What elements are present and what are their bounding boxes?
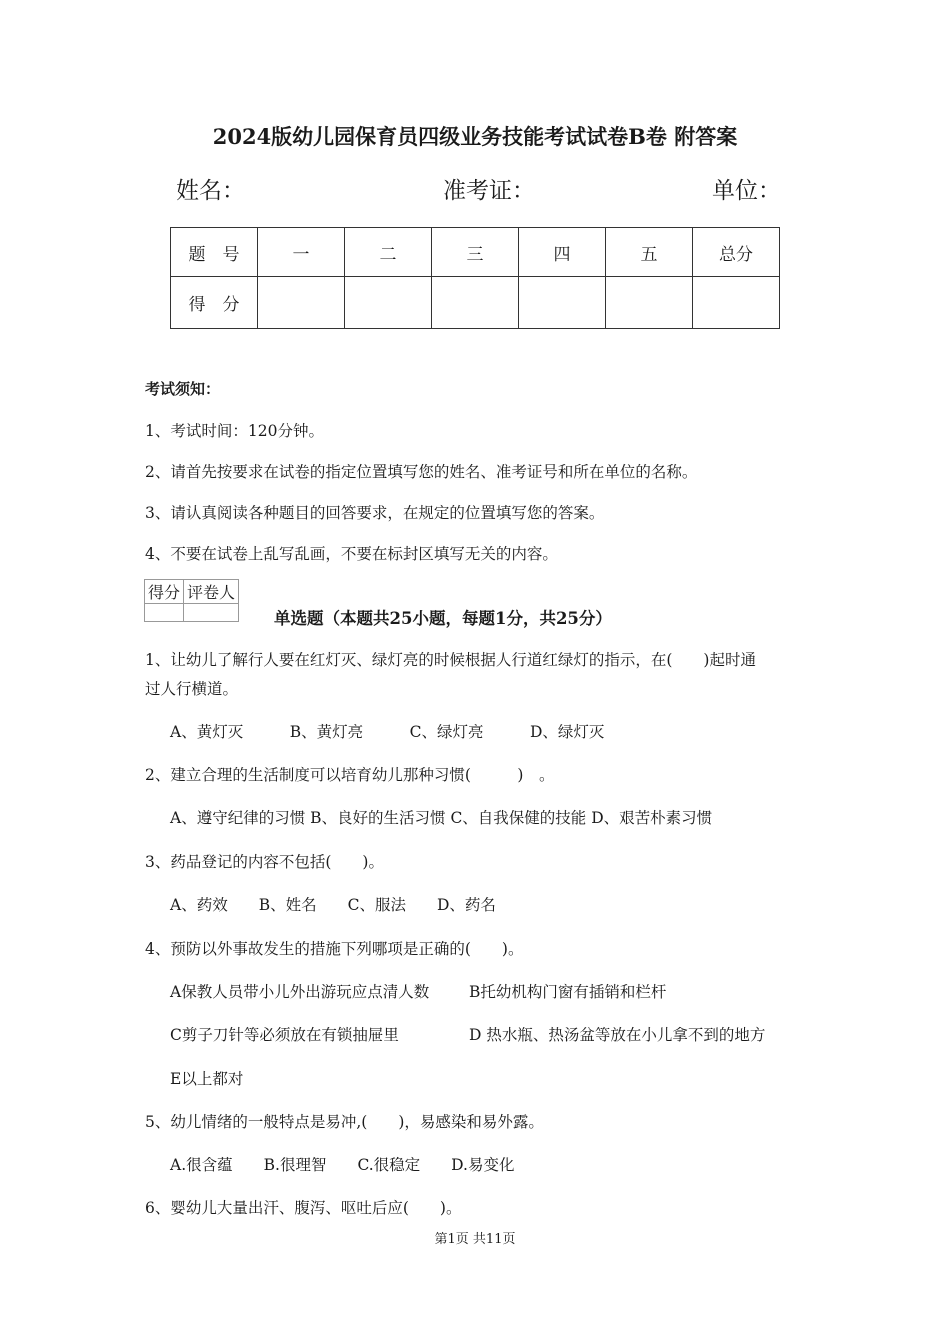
section-title: 单选题（本题共25小题，每题1分，共25分） xyxy=(274,609,612,628)
question-4-option-a: A保教人员带小儿外出游玩应点清人数 xyxy=(170,983,430,1001)
question-4-option-c: C剪子刀针等必须放在有锁抽屉里 xyxy=(170,1026,399,1044)
score-cell-1[interactable] xyxy=(258,277,345,329)
score-cell-total[interactable] xyxy=(693,277,780,329)
question-1-options: A、黄灯灭 B、黄灯亮 C、绿灯亮 D、绿灯灭 xyxy=(170,723,605,741)
score-cell-4[interactable] xyxy=(519,277,606,329)
grader-name-cell[interactable] xyxy=(184,604,239,622)
score-table-row-label: 得 分 xyxy=(171,277,258,329)
question-4-option-b: B托幼机构门窗有插销和栏杆 xyxy=(469,983,667,1001)
score-table-col-4: 四 xyxy=(519,228,606,277)
score-cell-2[interactable] xyxy=(345,277,432,329)
unit-field-label: 单位： xyxy=(712,178,781,204)
notice-item: 1、考试时间：120分钟。 xyxy=(145,422,324,440)
score-table-col-2: 二 xyxy=(345,228,432,277)
question-1: 1、让幼儿了解行人要在红灯灭、绿灯亮的时候根据人行道红绿灯的指示，在( )起时通 xyxy=(145,651,756,669)
question-3-options: A、药效 B、姓名 C、服法 D、药名 xyxy=(170,896,496,914)
score-table-col-1: 一 xyxy=(258,228,345,277)
score-cell-5[interactable] xyxy=(606,277,693,329)
grader-score-label: 得分 xyxy=(145,580,184,604)
question-2-options: A、遵守纪律的习惯 B、良好的生活习惯 C、自我保健的技能 D、艰苦朴素习惯 xyxy=(170,809,713,827)
question-3: 3、药品登记的内容不包括( )。 xyxy=(145,853,384,871)
exam-id-field-label: 准考证： xyxy=(443,178,535,204)
question-5: 5、幼儿情绪的一般特点是易冲,( )，易感染和易外露。 xyxy=(145,1113,544,1131)
score-cell-3[interactable] xyxy=(432,277,519,329)
question-4: 4、预防以外事故发生的措施下列哪项是正确的( )。 xyxy=(145,940,524,958)
question-6: 6、婴幼儿大量出汗、腹泻、呕吐后应( )。 xyxy=(145,1199,462,1217)
notice-heading: 考试须知： xyxy=(145,380,221,398)
score-table-col-5: 五 xyxy=(606,228,693,277)
name-field-label: 姓名： xyxy=(176,178,245,204)
question-4-option-e: E以上都对 xyxy=(170,1070,244,1088)
grader-box xyxy=(144,579,239,622)
page-footer: 第1页 共11页 xyxy=(434,1232,516,1247)
question-5-options: A.很含蕴 B.很理智 C.很稳定 D.易变化 xyxy=(170,1156,515,1174)
notice-item: 3、请认真阅读各种题目的回答要求，在规定的位置填写您的答案。 xyxy=(145,504,605,522)
grader-score-cell[interactable] xyxy=(145,604,184,622)
notice-item: 2、请首先按要求在试卷的指定位置填写您的姓名、准考证号和所在单位的名称。 xyxy=(145,463,698,481)
score-table-header-label: 题 号 xyxy=(171,228,258,277)
page-title: 2024版幼儿园保育员四级业务技能考试试卷B卷 附答案 xyxy=(212,124,738,149)
score-table-col-total: 总分 xyxy=(693,228,780,277)
question-1-cont: 过人行横道。 xyxy=(145,680,239,698)
score-table xyxy=(170,227,780,329)
score-table-col-3: 三 xyxy=(432,228,519,277)
question-4-option-d: D 热水瓶、热汤盆等放在小儿拿不到的地方 xyxy=(469,1026,766,1044)
grader-name-label: 评卷人 xyxy=(184,580,239,604)
notice-item: 4、不要在试卷上乱写乱画，不要在标封区填写无关的内容。 xyxy=(145,545,558,563)
question-2: 2、建立合理的生活制度可以培育幼儿那种习惯( ) 。 xyxy=(145,766,555,784)
